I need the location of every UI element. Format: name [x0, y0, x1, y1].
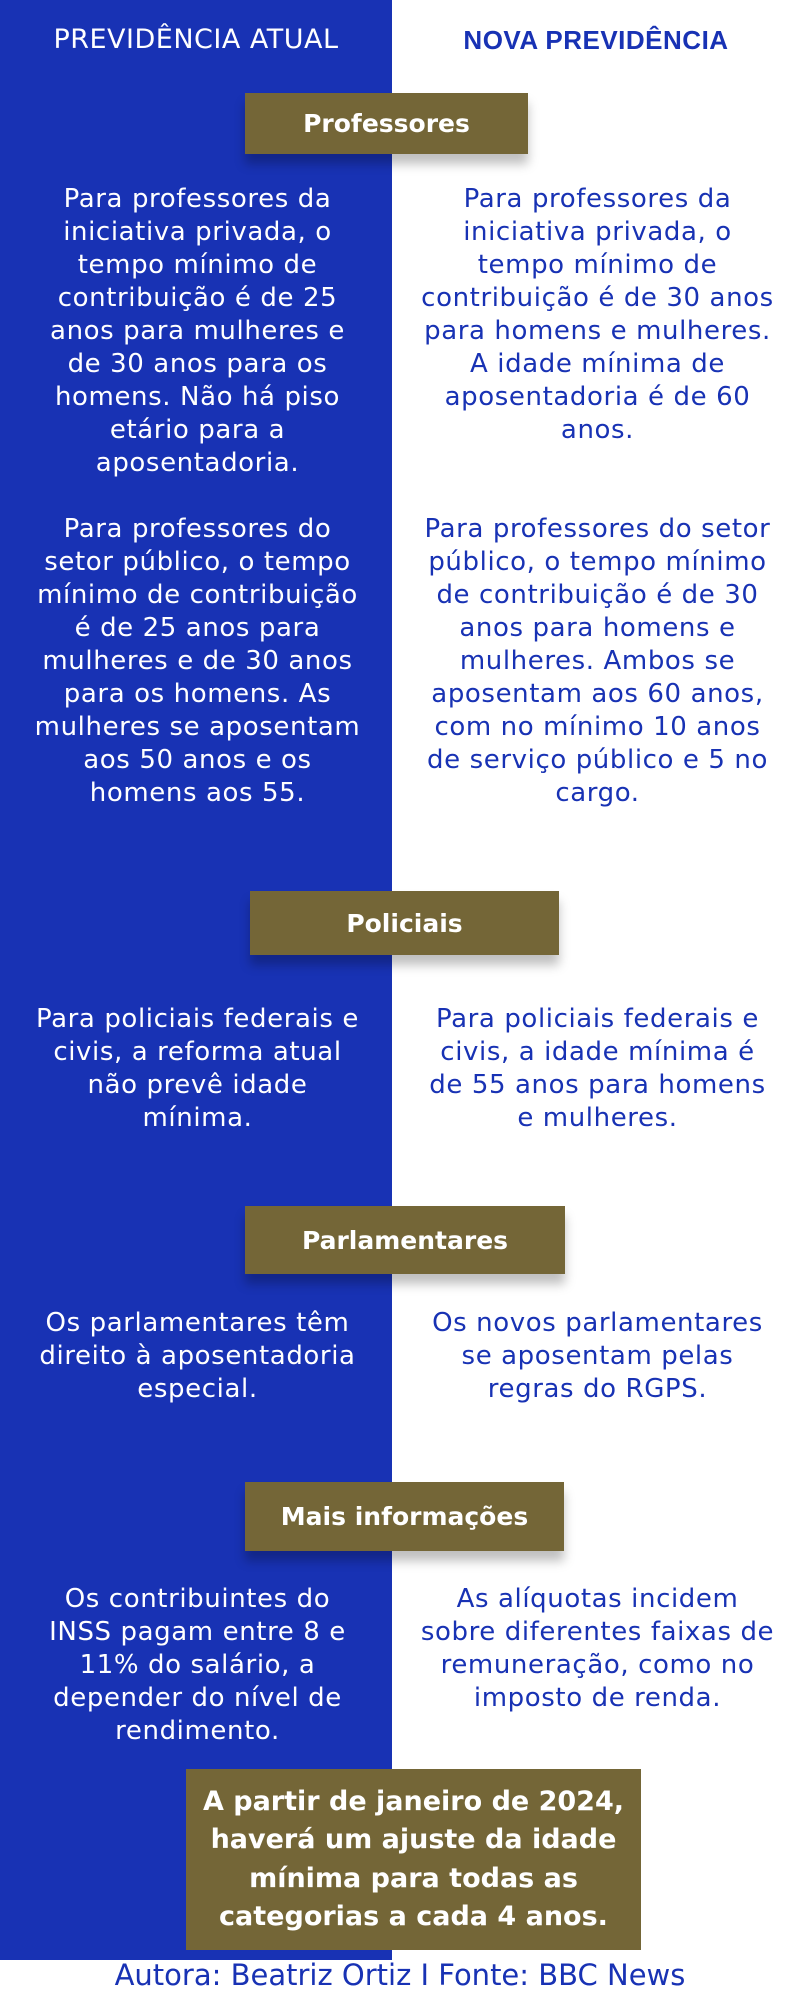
more-info-new-text: As alíquotas incidem sobre diferentes faixas de remuneração, como no imposto de renda. [420, 1584, 775, 1713]
current-column-header: PREVIDÊNCIA ATUAL [53, 24, 339, 55]
police-new-text: Para policiais federais e civis, a idade mínima é de 55 anos para homens e mulheres. [429, 1004, 766, 1133]
police-current-text: Para policiais federais e civis, a reforma atual não prevê idade mínima. [36, 1004, 359, 1133]
new-column-header: NOVA PREVIDÊNCIA [463, 25, 729, 55]
teachers-public-new-text: Para professores do setor público, o tempo mínimo de contribuição é de 30 anos para homens e mulheres. Ambos se aposentam aos 60 anos, com no mínimo 10 anos de serviço público e 5 no cargo. [424, 514, 771, 808]
parliament-current-text: Os parlamentares têm direito à aposentadoria especial. [39, 1308, 356, 1404]
final-note-box [186, 1769, 641, 1950]
credits-line: Autora: Beatriz Ortiz I Fonte: BBC News [114, 1958, 686, 1992]
more-info-current-text: Os contribuintes do INSS pagam entre 8 e 11% do salário, a depender do nível de rendimento. [49, 1584, 346, 1746]
parliament-new-text: Os novos parlamentares se aposentam pelas regras do RGPS. [432, 1308, 763, 1404]
section-label-teachers: Professores [245, 93, 528, 154]
section-label-more-info: Mais informações [245, 1482, 564, 1551]
section-label-police: Policiais [250, 891, 559, 955]
teachers-private-current-text: Para professores da iniciativa privada, o tempo mínimo de contribuição é de 25 anos para mulheres e de 30 anos para os homens. Não há piso etário para a aposentadoria. [50, 184, 345, 478]
teachers-public-current-text: Para professores do setor público, o tempo mínimo de contribuição é de 25 anos para mulheres e de 30 anos para os homens. As mulheres se aposentam aos 50 anos e os homens aos 55. [34, 514, 361, 808]
section-label-parliament: Parlamentares [245, 1206, 565, 1274]
final-note-text: A partir de janeiro de 2024, haverá um ajuste da idade mínima para todas as categorias a cada 4 anos. [202, 1785, 625, 1932]
teachers-private-new-text: Para professores da iniciativa privada, o tempo mínimo de contribuição é de 30 anos para homens e mulheres. A idade mínima de aposentadoria é de 60 anos. [421, 184, 774, 445]
